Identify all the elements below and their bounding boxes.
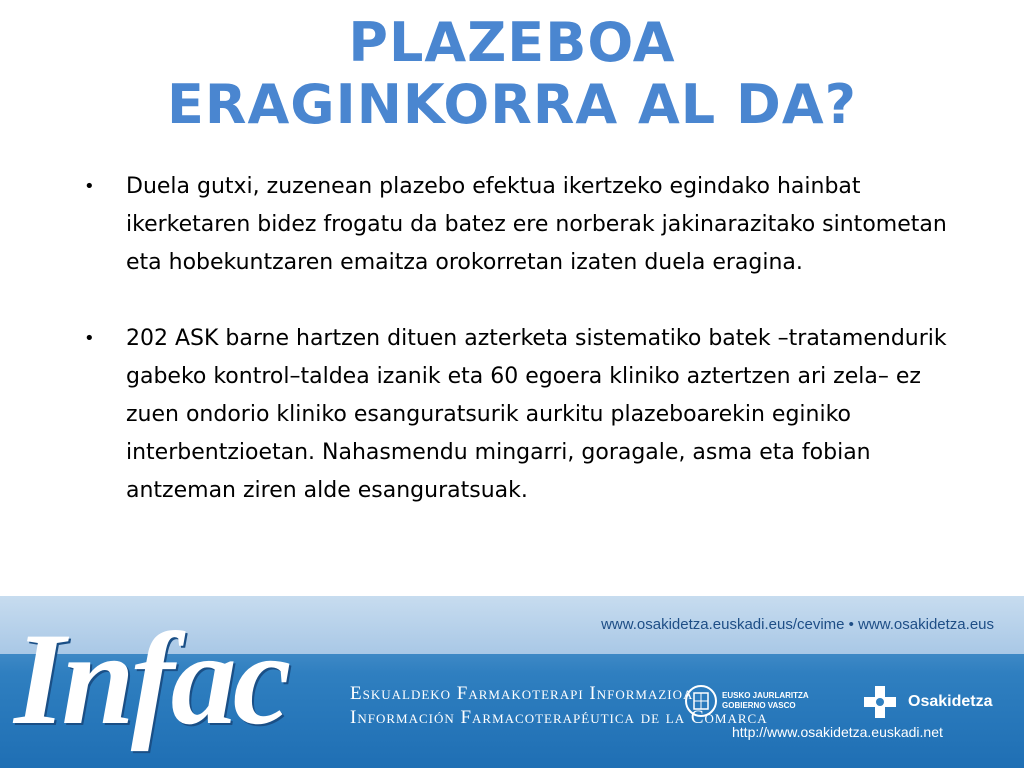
bullet-item-2 <box>84 320 964 510</box>
bullet-text: 202 ASK barne hartzen dituen azterketa sistematiko batek –tratamendurik gabeko kontrol–taldea izanik eta 60 egoera kliniko aztertzen ari zela– ez zuen ondorio kliniko esanguratsurik aurkitu plazeboarekin eginiko interbentzioetan. Nahasmendu mingarri, goragale, asma eta fobian antzeman ziren alde esanguratsuak. <box>126 326 947 503</box>
bullet-marker: • <box>84 176 95 197</box>
gov-name-basque: EUSKO JAURLARITZA <box>722 691 809 700</box>
bullet-item-1 <box>84 168 964 282</box>
org-name-spanish: Información Farmacoterapéutica de la Comarca <box>350 707 768 728</box>
bullet-text: Duela gutxi, zuzenean plazebo efektua ikertzeko egindako hainbat ikerketaren bidez frogatu da batez ere norberak jakinarazitako sintometan eta hobekuntzaren emaitza orokorretan izaten duela eragina. <box>126 174 947 275</box>
org-name-basque: Eskualdeko Farmakoterapi Informazioa <box>350 683 694 704</box>
slide-title <box>0 12 1024 136</box>
osakidetza-label: Osakidetza <box>908 693 993 710</box>
gov-text <box>722 691 809 711</box>
osakidetza-logo <box>860 682 992 722</box>
infac-logo: Infac <box>14 605 288 752</box>
coat-of-arms-icon <box>684 684 718 718</box>
footer-banner <box>0 596 1024 768</box>
bullet-list <box>84 168 964 510</box>
basque-government-logo <box>684 684 830 718</box>
title-line-2: ERAGINKORRA AL DA? <box>167 73 857 136</box>
bullet-marker: • <box>84 328 95 349</box>
title-line-1: PLAZEBOA <box>348 11 676 74</box>
gov-name-spanish: GOBIERNO VASCO <box>722 701 796 710</box>
footer-urls[interactable]: www.osakidetza.euskadi.eus/cevime • www.osakidetza.eus <box>601 616 994 633</box>
osakidetza-cross-icon <box>860 682 900 722</box>
footer-link[interactable]: http://www.osakidetza.euskadi.net <box>732 724 943 740</box>
